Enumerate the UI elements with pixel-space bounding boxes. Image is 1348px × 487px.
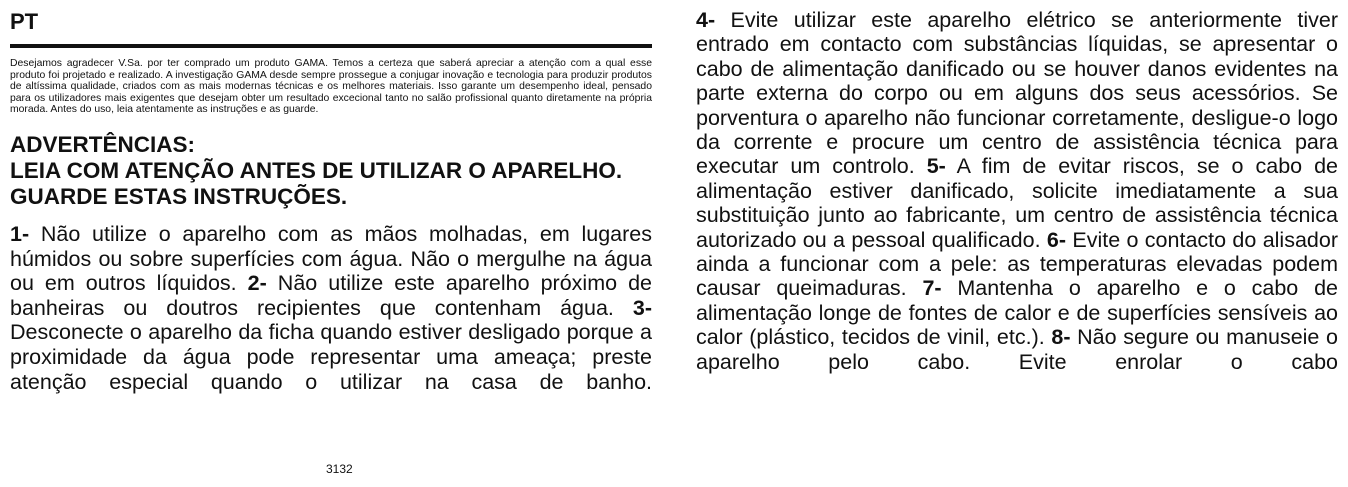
item-number-6: 6- (1046, 227, 1067, 252)
right-column (696, 8, 1338, 374)
warnings-line-2: GUARDE ESTAS INSTRUÇÕES. (10, 183, 348, 209)
instructions-left (10, 222, 652, 394)
warnings-title: ADVERTÊNCIAS: (10, 131, 196, 157)
item-text-7: Mantenha o aparelho e o cabo de alimentação longe de fontes de calor e de superfícies sensíveis ao calor (plástico, tecidos de vinil, etc.). (696, 276, 1338, 350)
warnings-line-1: LEIA COM ATENÇÃO ANTES DE UTILIZAR O APARELHO. (10, 157, 623, 183)
item-number-4: 4- (696, 8, 716, 32)
language-code: PT (10, 9, 39, 34)
page-number: 3132 (326, 462, 353, 476)
left-column (10, 10, 652, 394)
item-number-3: 3- (632, 295, 652, 320)
item-text-8: Não segure ou manuseie o aparelho pelo cabo. Evite enrolar o cabo (696, 325, 1338, 374)
item-text-4: Evite utilizar este aparelho elétrico se anteriormente tiver entrado em contacto com substâncias líquidas, se apresentar o cabo de alimentação danificado ou se houver danos evidentes na parte externa do corpo ou em alguns dos seus acessórios. Se porventura o aparelho não funcionar corretamente, desligue-o logo da corrente e procure um centro de assistência técnica para executar um controlo. (696, 8, 1338, 179)
item-number-2: 2- (247, 271, 267, 296)
item-text-2: Não utilize este aparelho próximo de banheiras ou doutros recipientes que contenham água. (10, 271, 652, 320)
item-number-7: 7- (922, 276, 942, 301)
item-number-8: 8- (1051, 325, 1071, 350)
item-text-6: Evite o contacto do alisador ainda a funcionar com a pele: as temperaturas elevadas podem causar queimaduras. (696, 227, 1338, 301)
item-number-1: 1- (10, 221, 30, 246)
item-text-5: A fim de evitar riscos, se o cabo de alimentação estiver danificado, solicite imediatamente a sua substituição junto ao fabricante, um centro de assistência técnica autorizado ou a pessoal qualificado. (696, 154, 1338, 252)
warnings-heading (10, 132, 652, 210)
item-text-1: Não utilize o aparelho com as mãos molhadas, em lugares húmidos ou sobre superfícies com água. Não o mergulhe na água ou em outros líquidos. (10, 221, 652, 296)
item-text-3: Desconecte o aparelho da ficha quando estiver desligado porque a proximidade da água pode representar uma ameaça; preste atenção especial quando o utilizar na casa de banho. (10, 320, 652, 394)
header-rule (10, 44, 652, 48)
intro-paragraph: Desejamos agradecer V.Sa. por ter comprado um produto GAMA. Temos a certeza que saberá apreciar a atenção com a qual esse produto foi projetado e realizado. A investigação GAMA desde sempre prossegue a conjugar inovação e tecnologia para produzir produtos de altíssima qualidade, criados com as mais modernas técnicas e os melhores materiais. Isso garante um desempenho ideal, pensado para os utilizadores mais exigentes que desejam obter um resultado excecional tanto no salão profissional quanto diretamente na própria morada. Antes do uso, leia atentamente as instruções e as guarde. (10, 58, 652, 116)
item-number-5: 5- (926, 154, 946, 179)
instructions-right (696, 8, 1338, 374)
